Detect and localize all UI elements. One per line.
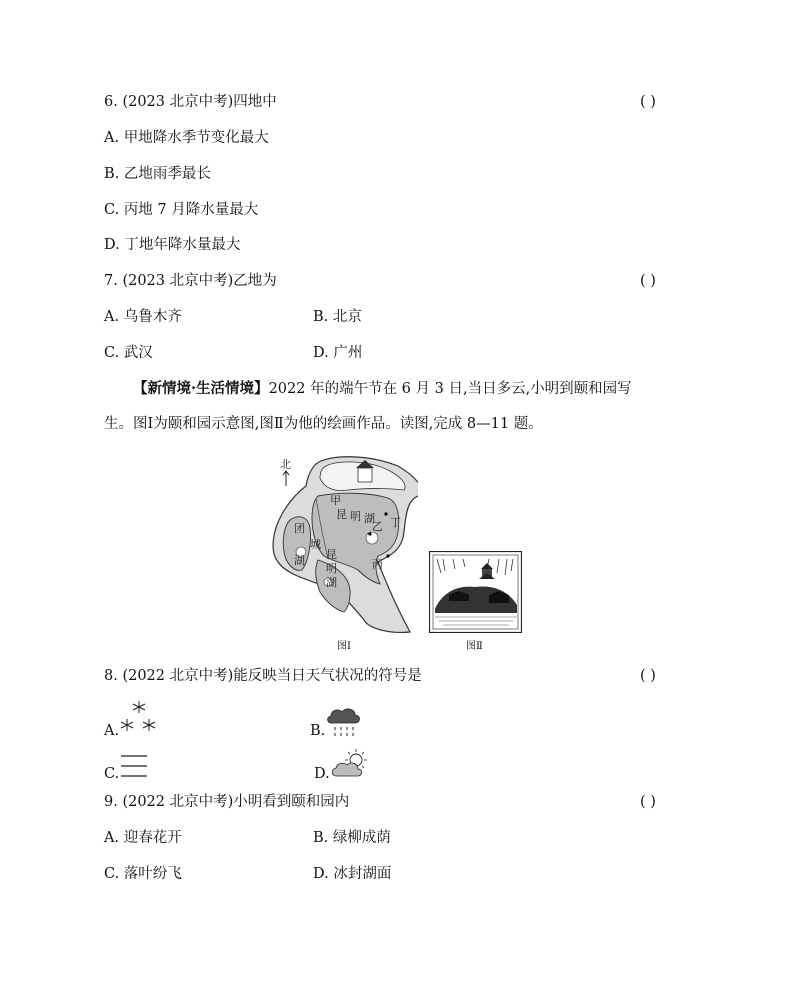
q6-option-a: A. 甲地降水季节变化最大 [104,130,269,146]
q8-answer-paren: ( ) [640,668,656,684]
q7-option-b: B. 北京 [313,309,362,325]
q9-option-c: C. 落叶纷飞 [104,866,182,882]
q8-option-b: B. [310,723,326,739]
intro-line-1 [133,379,632,399]
svg-text:明: 明 [350,510,361,523]
q8-option-c: C. [104,766,120,782]
summer-palace-map [268,452,418,637]
label-ding: 丁 [390,516,401,529]
caption-figure-1: 图Ⅰ [337,641,351,652]
svg-text:明: 明 [326,562,337,575]
q7-option-d: D. 广州 [313,345,363,361]
fog-icon [119,752,149,780]
q9-stem: 9. (2022 北京中考)小明看到颐和园内 [104,794,350,810]
label-bing: 丙 [372,558,383,571]
intro-tag: 【新情境·生活情境】 [133,380,269,397]
q6-option-b: B. 乙地雨季最长 [104,166,211,182]
svg-text:湖: 湖 [364,512,375,525]
q7-option-c: C. 武汉 [104,345,153,361]
north-label: 北 [280,458,291,471]
svg-text:湖: 湖 [326,576,337,589]
q7-stem: 7. (2023 北京中考)乙地为 [104,273,277,289]
svg-text:团: 团 [294,522,305,535]
q6-option-d: D. 丁地年降水量最大 [104,237,241,253]
q8-option-a: A. [104,723,120,739]
q6-answer-paren: ( ) [640,94,656,110]
svg-text:昆: 昆 [326,548,337,561]
q9-answer-paren: ( ) [640,794,656,810]
svg-text:城: 城 [310,538,321,551]
painting-figure [429,551,522,633]
snow-icon [119,699,159,737]
q6-stem: 6. (2023 北京中考)四地中 [104,94,277,110]
q6-option-c: C. 丙地 7 月降水量最大 [104,202,259,218]
q8-stem: 8. (2022 北京中考)能反映当日天气状况的符号是 [104,668,422,684]
q7-answer-paren: ( ) [640,273,656,289]
caption-figure-2: 图Ⅱ [466,641,483,652]
q9-option-b: B. 绿柳成荫 [313,830,391,846]
svg-text:湖: 湖 [294,554,305,567]
svg-text:昆: 昆 [336,508,347,521]
q8-option-d: D. [314,766,330,782]
rain-icon [325,705,363,739]
q7-option-a: A. 乌鲁木齐 [104,309,182,325]
intro-line-2: 生。图Ⅰ为颐和园示意图,图Ⅱ为他的绘画作品。读图,完成 8—11 题。 [104,416,543,432]
q9-option-a: A. 迎春花开 [104,830,182,846]
label-jia: 甲 [330,494,341,507]
intro-text-1: 2022 年的端午节在 6 月 3 日,当日多云,小明到颐和园写 [268,381,632,397]
q9-option-d: D. 冰封湖面 [313,866,392,882]
pagoda-icon [358,468,372,482]
partly-cloudy-icon [330,748,372,780]
label-yi: 乙 [372,520,383,533]
